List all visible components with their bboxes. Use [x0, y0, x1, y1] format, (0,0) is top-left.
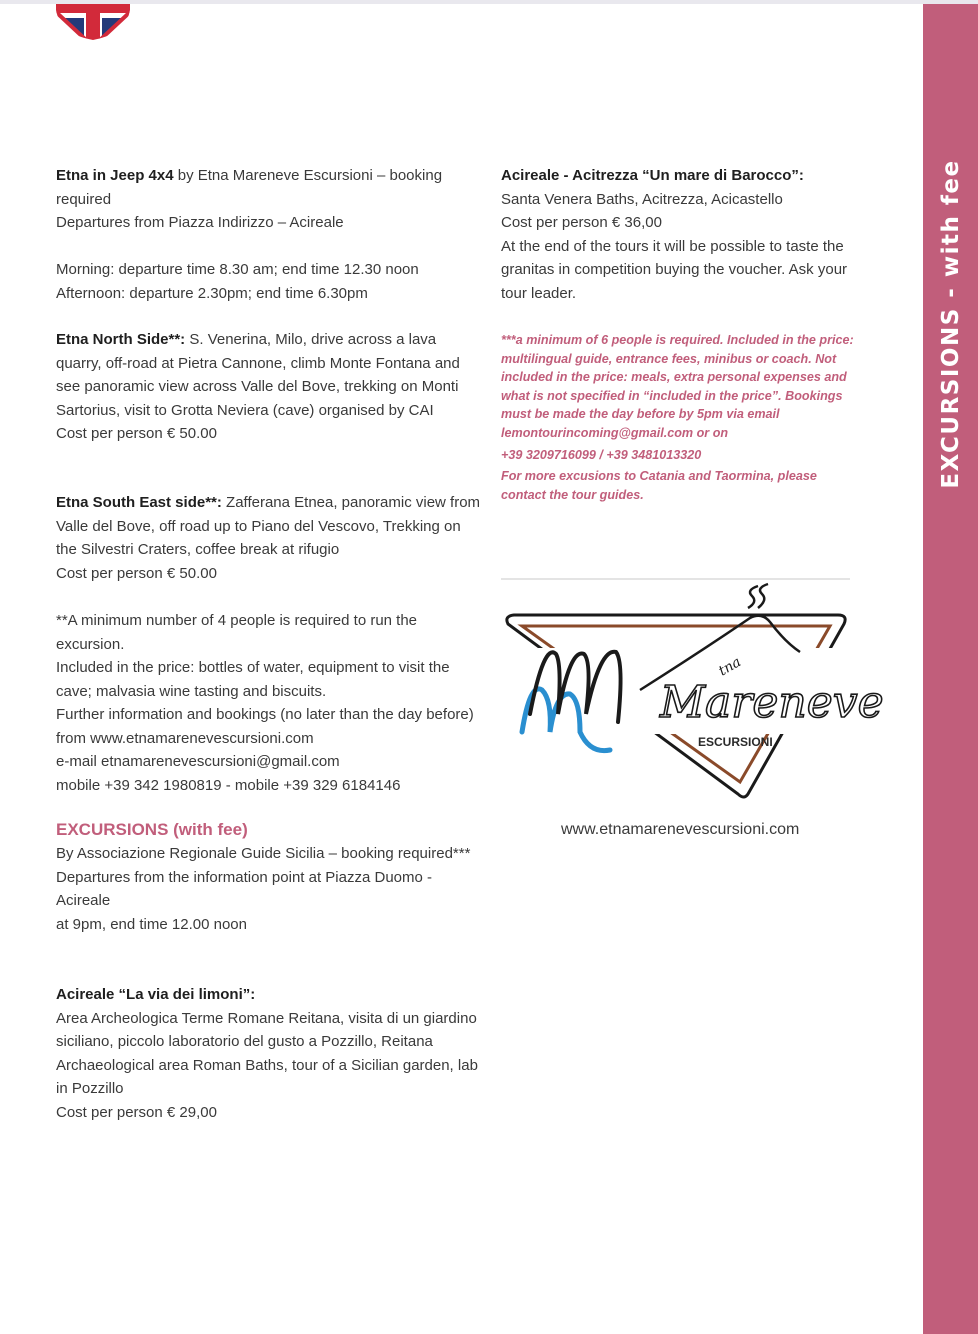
fee-by: By Associazione Regionale Guide Sicilia – booking required***	[56, 845, 471, 862]
barocco-section	[501, 164, 851, 305]
etna-mareneve-logo	[500, 582, 884, 804]
logo-sub-text: ESCURSIONI	[698, 735, 773, 749]
more-excursions-note: For more excusions to Catania and Taormina, please contact the tour guides.	[501, 469, 817, 502]
jeep-subtitle: by Etna Mareneve Escursioni – booking required	[56, 167, 443, 208]
barocco-text: At the end of the tours it will be possible to taste the granitas in competition buying the voucher. Ask your tour leader.	[501, 237, 848, 302]
section-sidebar	[923, 4, 978, 1334]
jeep-departures: Departures from Piazza Indirizzo – Acireale	[56, 214, 344, 231]
south-east-section	[56, 491, 481, 585]
jeep-afternoon: Afternoon: departure 2.30pm; end time 6.30pm	[56, 284, 368, 302]
fee-section	[56, 818, 481, 936]
fee-section-heading: EXCURSIONS (with fee)	[56, 820, 248, 839]
info-section	[56, 609, 481, 797]
top-border	[0, 0, 978, 4]
barocco-places: Santa Venera Baths, Acitrezza, Acicastello	[501, 190, 783, 208]
limoni-title: Acireale “La via dei limoni”:	[56, 986, 256, 1003]
north-side-cost: Cost per person € 50.00	[56, 425, 217, 442]
divider	[501, 578, 850, 580]
union-jack-flag-icon	[56, 4, 130, 42]
limoni-section	[56, 983, 481, 1124]
barocco-cost: Cost per person € 36,00	[501, 214, 662, 231]
booking-note-text: ***a minimum of 6 people is required. Included in the price: multilingual guide, entrance fees, minibus or coach. Not included in the price: meals, extra personal expenses and what is not specified in “included in the price”. Bookings must be made the day before by 5pm via email lemontourincoming@gmail.com or on	[501, 333, 854, 440]
further-info: Further information and bookings (no later than the day before) from www.etnamarenevescursioni.com	[56, 706, 474, 747]
fee-departures: Departures from the information point at Piazza Duomo - Acireale	[56, 868, 433, 909]
jeep-title: Etna in Jeep 4x4	[56, 167, 174, 184]
logo-script-text: Mareneve	[660, 677, 884, 728]
south-east-text: Zafferana Etnea, panoramic view from Valle del Bove, off road up to Piano del Vescovo, Trekking on the Silvestri Craters, coffee break at rifugio	[56, 494, 481, 558]
south-east-title: Etna South East side**:	[56, 494, 222, 511]
email-line: e-mail etnamarenevescursioni@gmail.com	[56, 753, 340, 770]
barocco-title: Acireale - Acitrezza “Un mare di Barocco”:	[501, 167, 804, 184]
north-side-title: Etna North Side**:	[56, 331, 186, 348]
website-link[interactable]: www.etnamarenevescursioni.com	[561, 821, 800, 838]
booking-phones: +39 3209716099 / +39 3481013320	[501, 447, 702, 462]
booking-note	[501, 331, 856, 504]
limoni-cost: Cost per person € 29,00	[56, 1103, 217, 1121]
logo-small-text: tna	[716, 654, 744, 680]
mobile-line: mobile +39 342 1980819 - mobile +39 329 6184146	[56, 776, 401, 794]
included-note: Included in the price: bottles of water, equipment to visit the cave; malvasia wine tasting and biscuits.	[56, 659, 450, 700]
jeep-section	[56, 164, 481, 305]
jeep-morning: Morning: departure time 8.30 am; end time 12.30 noon	[56, 261, 419, 278]
south-east-cost: Cost per person € 50.00	[56, 564, 217, 582]
north-side-section	[56, 328, 481, 446]
fee-time: at 9pm, end time 12.00 noon	[56, 915, 247, 933]
limoni-text: Area Archeologica Terme Romane Reitana, visita di un giardino siciliano, piccolo laboratorio del gusto a Pozzillo, Reitana Archaeological area Roman Baths, tour of a Sicilian garden, lab in Pozzillo	[56, 1009, 478, 1097]
sidebar-label: EXCURSIONS - with fee	[937, 159, 964, 489]
north-side-text: S. Venerina, Milo, drive across a lava quarry, off-road at Pietra Cannone, climb Monte Fontana and see panoramic view across Valle del Bove, trekking on Monti Sartorius, visit to Grotta Neviera (cave) organised by CAI	[56, 331, 460, 419]
minimum-note: **A minimum number of 4 people is required to run the excursion.	[56, 612, 418, 653]
